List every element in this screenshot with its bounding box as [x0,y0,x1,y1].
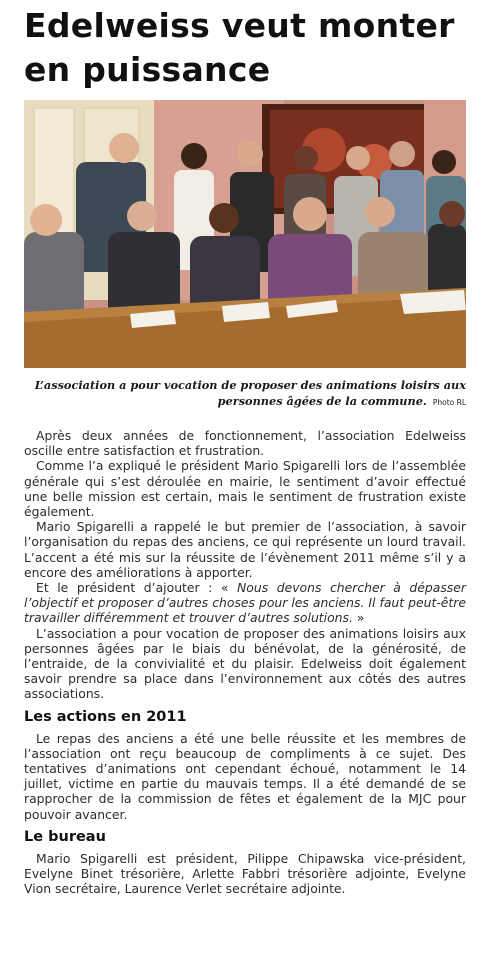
paragraph: Mario Spigarelli a rappelé le but premier de l’association, à savoir l’organisation du repas des anciens, ce qui représente un lourd travail. L’accent a été mis sur la réussite de l’évènement 2011 même s’il y a encore des améliorations à apporter. [24,519,466,580]
caption-text: L’association a pour vocation de proposer des animations loisirs aux personnes âgées de la commune. [34,378,466,408]
section-text-actions: Le repas des anciens a été une belle réussite et les membres de l’association ont reçu beaucoup de compliments à ce sujet. Des tentatives d’animations ont cependant échoué, notamment le 14 juillet, victime en partie du mauvais temps. Il a été demandé de se rapprocher de la commission de fêtes et également de la MJC pour pouvoir avancer. [24,730,466,822]
headline: Edelweiss veut monter en puissance [24,6,455,89]
photo-caption [24,377,466,411]
quote-intro: Et le président d’ajouter : « [36,580,238,596]
paragraph: Après deux années de fonctionnement, l’association Edelweiss oscille entre satisfaction et frustration. [24,428,466,459]
quote-outro: » [352,610,365,626]
paragraph: L’association a pour vocation de proposer des animations loisirs aux personnes âgées par le biais du bénévolat, de la générosité, de l’entraide, de la convivialité et du plaisir. Edelweiss doit également savoir prendre sa place dans l’environnement aux côtés des autres associations. [24,625,466,702]
section-heading-actions: Les actions en 2011 [24,708,187,725]
section-text-bureau: Mario Spigarelli est président, Pilippe Chipawska vice-président, Evelyne Binet trésorière, Arlette Fabbri trésorière adjointe, Evelyne Vion secrétaire, Laurence Verlet secrétaire adjointe. [24,850,466,897]
paragraph: Comme l’a expliqué le président Mario Spigarelli lors de l’assemblée générale qui s’est déroulée en mairie, le sentiment d’avoir effectué une belle mission est certain, mais le sentiment de frustration existe également. [24,458,466,520]
quote-text: Nous devons chercher à dépasser l’objectif et proposer d’autres choses pour les anciens. Il faut peut-être travailler différemment et trouver d’autres solutions. [24,580,466,626]
group-photo [24,100,466,368]
article-body [24,428,466,896]
group-photo-illustration [24,100,466,368]
quote-paragraph [24,580,466,626]
section-heading-bureau: Le bureau [24,828,106,845]
photo-credit: Photo RL [432,398,466,407]
